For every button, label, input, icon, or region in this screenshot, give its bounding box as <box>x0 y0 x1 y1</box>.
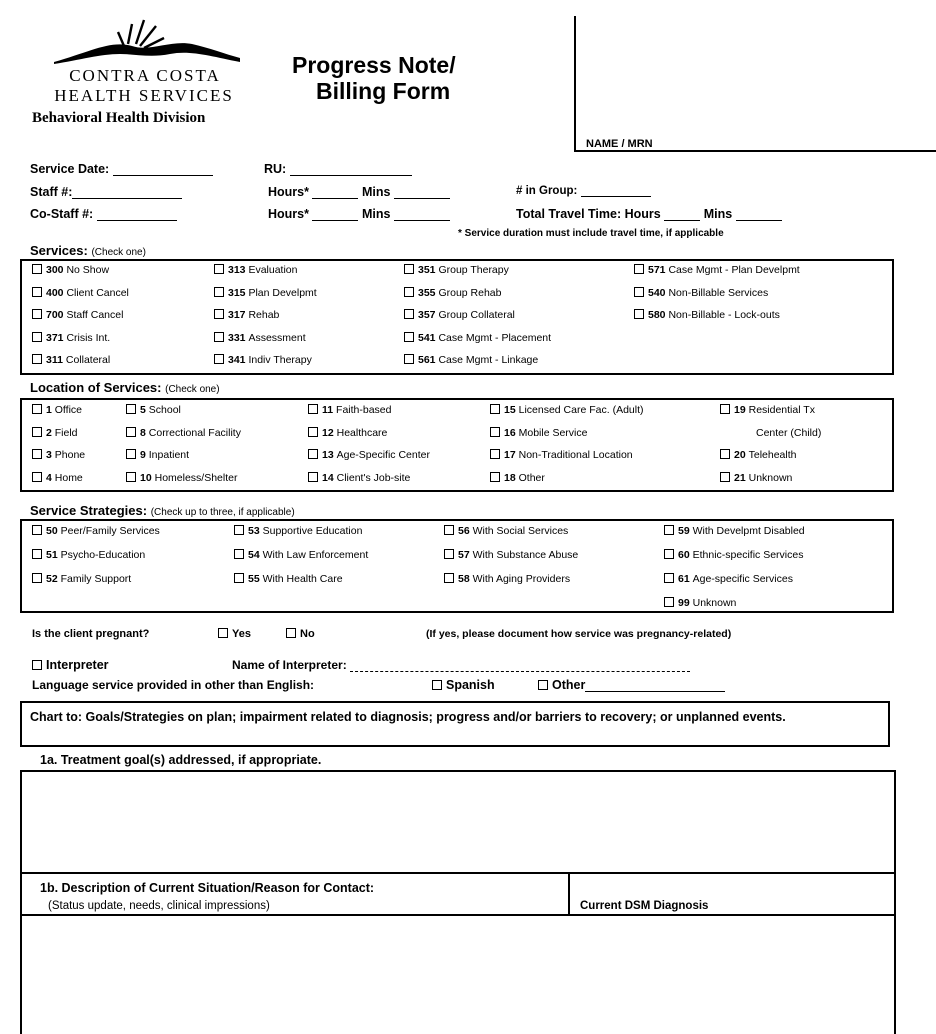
locations-label: Office <box>54 404 82 416</box>
locations-checkbox[interactable] <box>32 472 42 482</box>
locations-code: 16 <box>504 426 519 439</box>
services-option-541-case-mgmt-placement[interactable] <box>404 332 551 344</box>
locations-option-18-other[interactable] <box>490 472 545 484</box>
locations-option-14-client-s-job-site[interactable] <box>308 472 410 484</box>
services-checkbox[interactable] <box>404 332 414 342</box>
hours-row-1 <box>268 185 450 199</box>
pregnancy-question: Is the client pregnant? <box>32 628 150 640</box>
strategies-checkbox[interactable] <box>234 549 244 559</box>
pregnancy-no-checkbox[interactable] <box>286 628 296 638</box>
strategies-code: 56 <box>458 525 473 537</box>
section-1b-label: 1b. Description of Current Situation/Reason for Contact: <box>40 881 375 895</box>
staff-label: Staff #: <box>30 185 73 199</box>
strategies-checkbox[interactable] <box>444 525 454 535</box>
services-option-580-non-billable-lock-outs[interactable] <box>634 309 780 321</box>
staff-row <box>30 185 182 199</box>
locations-code: 17 <box>504 449 519 461</box>
locations-code: 10 <box>140 471 155 484</box>
other-language-field[interactable] <box>585 691 725 692</box>
strategies-code: 60 <box>678 549 693 561</box>
interpreter-name-field[interactable] <box>350 671 690 672</box>
services-option-357-group-collateral[interactable] <box>404 309 515 321</box>
services-checkbox[interactable] <box>32 354 42 364</box>
services-option-300-no-show[interactable] <box>32 264 109 276</box>
strategies-option-99-unknown[interactable] <box>664 597 736 609</box>
services-label: Non-Billable Services <box>668 286 769 299</box>
locations-label: Home <box>54 471 83 484</box>
locations-label: Client's Job-site <box>336 471 411 484</box>
services-option-400-client-cancel[interactable] <box>32 287 129 299</box>
locations-checkbox[interactable] <box>720 404 730 414</box>
hours-field-1[interactable] <box>312 198 358 199</box>
services-option-313-evaluation[interactable] <box>214 264 297 276</box>
strategies-code: 51 <box>46 549 61 561</box>
section-1b-sub: (Status update, needs, clinical impressions) <box>48 900 270 912</box>
services-checkbox[interactable] <box>634 309 644 319</box>
locations-option-9-inpatient[interactable] <box>126 449 189 461</box>
section-1a-label: 1a. Treatment goal(s) addressed, if appropriate. <box>40 753 322 767</box>
strategies-code: 99 <box>678 597 693 609</box>
strategies-label: Ethnic-specific Services <box>692 549 804 561</box>
strategies-label: With Develpmt Disabled <box>692 525 805 537</box>
strategies-checkbox[interactable] <box>32 549 42 559</box>
dsm-divider <box>568 872 570 916</box>
strategies-option-57-with-substance-abuse[interactable] <box>444 549 578 561</box>
service-date-row <box>30 162 213 176</box>
services-code: 571 <box>648 264 669 276</box>
services-label: Indiv Therapy <box>248 354 312 366</box>
strategies-checkbox[interactable] <box>664 573 674 583</box>
strategies-code: 58 <box>458 573 473 585</box>
services-label: Group Rehab <box>438 286 502 299</box>
duration-note: * Service duration must include travel time, if applicable <box>458 228 724 239</box>
services-checkbox[interactable] <box>214 332 224 342</box>
locations-option-13-age-specific-center[interactable] <box>308 449 430 461</box>
services-label: Group Therapy <box>438 264 509 276</box>
spanish-checkbox[interactable] <box>432 680 442 690</box>
locations-checkbox[interactable] <box>490 404 500 414</box>
in-group-field[interactable] <box>581 196 651 197</box>
locations-header <box>30 380 220 395</box>
strategies-option-51-psycho-education[interactable] <box>32 549 145 561</box>
treatment-goals-field[interactable] <box>20 770 896 874</box>
services-option-351-group-therapy[interactable] <box>404 264 509 276</box>
strategies-code: 61 <box>678 573 693 585</box>
mins-label-2: Mins <box>361 207 391 221</box>
locations-label: Residential Tx <box>748 404 815 416</box>
services-checkbox[interactable] <box>214 309 224 319</box>
strategies-code: 57 <box>458 549 473 561</box>
services-checkbox[interactable] <box>214 354 224 364</box>
locations-checkbox[interactable] <box>490 427 500 437</box>
locations-checkbox[interactable] <box>32 404 42 414</box>
in-group-label: # in Group: <box>516 185 578 197</box>
pregnancy-yes[interactable] <box>218 628 251 640</box>
services-checkbox[interactable] <box>32 264 42 274</box>
services-checkbox[interactable] <box>634 287 644 297</box>
strategies-checkbox[interactable] <box>444 573 454 583</box>
locations-checkbox[interactable] <box>720 472 730 482</box>
form-title-line1: Progress Note/ <box>292 52 456 78</box>
strategies-option-52-family-support[interactable] <box>32 573 131 585</box>
services-label: Evaluation <box>248 264 298 276</box>
strategies-checkbox[interactable] <box>664 549 674 559</box>
locations-code: 3 <box>46 449 55 461</box>
locations-option-3-phone[interactable] <box>32 449 85 461</box>
strategies-label: With Substance Abuse <box>472 549 579 561</box>
locations-checkbox[interactable] <box>308 427 318 437</box>
travel-time-row <box>516 207 782 221</box>
services-checkbox[interactable] <box>634 264 644 274</box>
services-checkbox[interactable] <box>214 264 224 274</box>
locations-checkbox[interactable] <box>32 449 42 459</box>
strategies-label: With Law Enforcement <box>262 549 369 561</box>
strategies-option-56-with-social-services[interactable] <box>444 525 568 537</box>
services-label: Non-Billable - Lock-outs <box>668 309 780 321</box>
services-label: Staff Cancel <box>66 309 124 321</box>
services-option-341-indiv-therapy[interactable] <box>214 354 312 366</box>
strategies-label: Unknown <box>692 597 737 609</box>
services-code: 700 <box>46 309 67 321</box>
services-checkbox[interactable] <box>404 354 414 364</box>
strategies-code: 55 <box>248 573 263 585</box>
services-option-540-non-billable-services[interactable] <box>634 287 768 299</box>
dsm-label: Current DSM Diagnosis <box>580 900 709 912</box>
locations-checkbox[interactable] <box>308 404 318 414</box>
locations-option-8-correctional-facility[interactable] <box>126 427 241 439</box>
services-option-311-collateral[interactable] <box>32 354 110 366</box>
locations-code: 20 <box>734 449 749 461</box>
co-staff-label: Co-Staff #: <box>30 207 94 221</box>
locations-checkbox[interactable] <box>308 472 318 482</box>
strategies-label: With Health Care <box>262 573 343 585</box>
locations-label: Faith-based <box>336 404 392 416</box>
name-mrn-label: NAME / MRN <box>586 138 653 150</box>
locations-option-20-telehealth[interactable] <box>720 449 796 461</box>
travel-mins-label: Mins <box>703 207 733 221</box>
other-language-checkbox[interactable] <box>538 680 548 690</box>
locations-code: 18 <box>504 471 519 484</box>
strategies-checkbox[interactable] <box>32 525 42 535</box>
locations-code: 1 <box>46 404 55 416</box>
locations-label: Age-Specific Center <box>336 449 430 461</box>
strategies-label: Age-specific Services <box>692 573 793 585</box>
locations-checkbox[interactable] <box>126 472 136 482</box>
services-option-331-assessment[interactable] <box>214 332 306 344</box>
locations-option-12-healthcare[interactable] <box>308 427 387 439</box>
locations-option-19-residential-tx[interactable] <box>720 404 815 416</box>
services-label: Case Mgmt - Linkage <box>438 354 539 366</box>
staff-field[interactable] <box>72 198 182 199</box>
strategies-label: With Social Services <box>472 525 569 537</box>
interpreter-checkbox[interactable] <box>32 660 42 670</box>
services-code: 313 <box>228 264 249 276</box>
locations-checkbox[interactable] <box>126 427 136 437</box>
services-checkbox[interactable] <box>404 309 414 319</box>
strategies-checkbox[interactable] <box>234 525 244 535</box>
locations-option-4-home[interactable] <box>32 472 83 484</box>
services-option-355-group-rehab[interactable] <box>404 287 501 299</box>
services-title: Services: <box>30 243 88 258</box>
hours-label-2: Hours* <box>268 207 309 221</box>
form-title-line2: Billing Form <box>316 78 451 104</box>
services-checkbox[interactable] <box>32 287 42 297</box>
services-option-317-rehab[interactable] <box>214 309 279 321</box>
locations-checkbox[interactable] <box>126 404 136 414</box>
strategies-checkbox[interactable] <box>32 573 42 583</box>
spanish-label: Spanish <box>446 678 495 692</box>
services-checkbox[interactable] <box>404 264 414 274</box>
locations-checkbox[interactable] <box>126 449 136 459</box>
services-code: 540 <box>648 286 669 299</box>
services-checkbox[interactable] <box>32 309 42 319</box>
pregnancy-no-label: No <box>300 628 315 640</box>
services-option-561-case-mgmt-linkage[interactable] <box>404 354 538 366</box>
strategies-code: 59 <box>678 525 693 537</box>
locations-code: 21 <box>734 471 749 484</box>
ru-row <box>264 162 412 176</box>
services-option-371-crisis-int[interactable] <box>32 332 110 344</box>
locations-label: School <box>148 404 181 416</box>
strategies-option-53-supportive-education[interactable] <box>234 525 362 537</box>
services-option-700-staff-cancel[interactable] <box>32 309 123 321</box>
locations-code: 4 <box>46 471 55 484</box>
locations-code: 12 <box>322 426 337 439</box>
strategies-code: 54 <box>248 549 263 561</box>
locations-option-11-faith-based[interactable] <box>308 404 391 416</box>
strategies-label: Psycho-Education <box>60 549 146 561</box>
locations-code: 15 <box>504 404 519 416</box>
services-code: 311 <box>46 354 66 366</box>
strategies-option-50-peer-family-services[interactable] <box>32 525 160 537</box>
hours-label-1: Hours* <box>268 185 309 199</box>
locations-label: Non-Traditional Location <box>518 449 633 461</box>
strategies-checkbox[interactable] <box>664 525 674 535</box>
locations-checkbox[interactable] <box>490 472 500 482</box>
locations-option-21-unknown[interactable] <box>720 472 792 484</box>
spanish-option[interactable] <box>432 678 495 692</box>
services-label: Plan Develpmt <box>248 286 317 299</box>
locations-label: Other <box>518 471 545 484</box>
locations-checkbox[interactable] <box>490 449 500 459</box>
pregnancy-note: (If yes, please document how service was pregnancy-related) <box>426 628 732 640</box>
pregnancy-yes-label: Yes <box>232 628 251 640</box>
language-label: Language service provided in other than English: <box>32 678 315 692</box>
locations-code: 8 <box>140 426 149 439</box>
locations-code: 14 <box>322 471 337 484</box>
services-label: Case Mgmt - Plan Develpmt <box>668 264 800 276</box>
strategies-option-59-with-develpmt-disabled[interactable] <box>664 525 805 537</box>
other-language-label: Other <box>552 678 586 692</box>
strategies-instruction: (Check up to three, if applicable) <box>150 507 295 518</box>
services-code: 541 <box>418 331 439 344</box>
services-code: 357 <box>418 309 439 321</box>
services-code: 300 <box>46 264 67 276</box>
services-code: 315 <box>228 286 249 299</box>
strategies-label: Family Support <box>60 573 132 585</box>
services-label: Rehab <box>248 309 280 321</box>
strategies-code: 50 <box>46 525 61 537</box>
locations-checkbox[interactable] <box>720 449 730 459</box>
services-code: 317 <box>228 309 249 321</box>
locations-option-17-non-traditional-location[interactable] <box>490 449 633 461</box>
services-label: Crisis Int. <box>66 331 111 344</box>
division-name: Behavioral Health Division <box>32 110 206 126</box>
strategies-label: Peer/Family Services <box>60 525 160 537</box>
interpreter-name-row <box>232 658 690 672</box>
interpreter-name-label: Name of Interpreter: <box>232 658 347 672</box>
strategies-option-54-with-law-enforcement[interactable] <box>234 549 368 561</box>
service-date-field[interactable] <box>113 175 213 176</box>
locations-option-center-child[interactable] <box>756 427 821 439</box>
locations-label: Homeless/Shelter <box>154 471 238 484</box>
locations-option-1-office[interactable] <box>32 404 82 416</box>
pregnancy-yes-checkbox[interactable] <box>218 628 228 638</box>
strategies-option-58-with-aging-providers[interactable] <box>444 573 570 585</box>
locations-option-5-school[interactable] <box>126 404 181 416</box>
locations-code: 5 <box>140 404 149 416</box>
services-option-571-case-mgmt-plan-develpmt[interactable] <box>634 264 800 276</box>
interpreter-option[interactable] <box>32 658 109 672</box>
services-code: 400 <box>46 286 67 299</box>
services-code: 371 <box>46 331 67 344</box>
locations-instruction: (Check one) <box>165 384 220 395</box>
mins-label-1: Mins <box>361 185 391 199</box>
services-label: Client Cancel <box>66 286 129 299</box>
locations-option-15-licensed-care-fac-adult[interactable] <box>490 404 644 416</box>
strategies-label: Supportive Education <box>262 525 363 537</box>
locations-label: Unknown <box>748 471 793 484</box>
strategies-checkbox[interactable] <box>444 549 454 559</box>
locations-option-10-homeless-shelter[interactable] <box>126 472 237 484</box>
co-staff-field[interactable] <box>97 220 177 221</box>
locations-option-2-field[interactable] <box>32 427 78 439</box>
locations-label: Center (Child) <box>756 426 822 439</box>
services-label: Case Mgmt - Placement <box>438 331 552 344</box>
services-option-315-plan-develpmt[interactable] <box>214 287 317 299</box>
services-checkbox[interactable] <box>404 287 414 297</box>
strategies-title: Service Strategies: <box>30 503 148 518</box>
services-checkbox[interactable] <box>214 287 224 297</box>
services-instruction: (Check one) <box>91 247 146 258</box>
locations-label: Correctional Facility <box>148 426 241 439</box>
services-code: 561 <box>418 354 439 366</box>
services-label: Group Collateral <box>438 309 515 321</box>
travel-time-label: Total Travel Time: Hours <box>516 207 661 221</box>
services-label: No Show <box>66 264 110 276</box>
locations-title: Location of Services: <box>30 380 162 395</box>
locations-label: Mobile Service <box>518 426 588 439</box>
locations-option-16-mobile-service[interactable] <box>490 427 587 439</box>
services-code: 351 <box>418 264 439 276</box>
strategies-checkbox[interactable] <box>234 573 244 583</box>
interpreter-label: Interpreter <box>46 658 109 672</box>
strategies-option-55-with-health-care[interactable] <box>234 573 343 585</box>
chart-to-text: Chart to: Goals/Strategies on plan; impairment related to diagnosis; progress and/or barriers to recovery; or unplanned events. <box>30 710 786 724</box>
description-field[interactable] <box>20 914 896 1034</box>
locations-label: Healthcare <box>336 426 388 439</box>
services-code: 331 <box>228 331 249 344</box>
strategies-checkbox[interactable] <box>664 597 674 607</box>
services-header <box>30 243 146 258</box>
chart-to-box <box>20 701 890 747</box>
locations-code: 9 <box>140 449 149 461</box>
pregnancy-no[interactable] <box>286 628 315 640</box>
locations-label: Inpatient <box>148 449 190 461</box>
locations-checkbox[interactable] <box>308 449 318 459</box>
co-staff-row <box>30 207 177 221</box>
other-language-option[interactable] <box>538 678 725 692</box>
language-row <box>32 678 314 692</box>
ru-field[interactable] <box>290 175 412 176</box>
locations-label: Field <box>54 426 78 439</box>
hours-field-2[interactable] <box>312 220 358 221</box>
locations-checkbox[interactable] <box>32 427 42 437</box>
services-code: 355 <box>418 286 439 299</box>
strategies-code: 53 <box>248 525 263 537</box>
org-name-line2: HEALTH SERVICES <box>54 86 234 105</box>
mins-field-2[interactable] <box>394 220 450 221</box>
locations-label: Telehealth <box>748 449 797 461</box>
locations-label: Phone <box>54 449 86 461</box>
locations-code: 2 <box>46 426 55 439</box>
org-name-line1: CONTRA COSTA <box>69 66 221 85</box>
services-checkbox[interactable] <box>32 332 42 342</box>
mins-field-1[interactable] <box>394 198 450 199</box>
service-date-label: Service Date: <box>30 162 110 176</box>
hours-row-2 <box>268 207 450 221</box>
strategies-code: 52 <box>46 573 61 585</box>
strategies-option-60-ethnic-specific-services[interactable] <box>664 549 803 561</box>
name-mrn-box[interactable] <box>574 16 936 152</box>
locations-code: 13 <box>322 449 337 461</box>
in-group-row <box>516 185 651 197</box>
ru-label: RU: <box>264 162 287 176</box>
locations-code: 11 <box>322 404 337 416</box>
services-code: 341 <box>228 354 249 366</box>
services-label: Assessment <box>248 331 306 344</box>
travel-hours-field[interactable] <box>664 220 700 221</box>
locations-label: Licensed Care Fac. (Adult) <box>518 404 644 416</box>
strategies-header <box>30 503 295 518</box>
strategies-label: With Aging Providers <box>472 573 571 585</box>
travel-mins-field[interactable] <box>736 220 782 221</box>
services-label: Collateral <box>65 354 111 366</box>
locations-code: 19 <box>734 404 749 416</box>
strategies-option-61-age-specific-services[interactable] <box>664 573 793 585</box>
services-code: 580 <box>648 309 669 321</box>
